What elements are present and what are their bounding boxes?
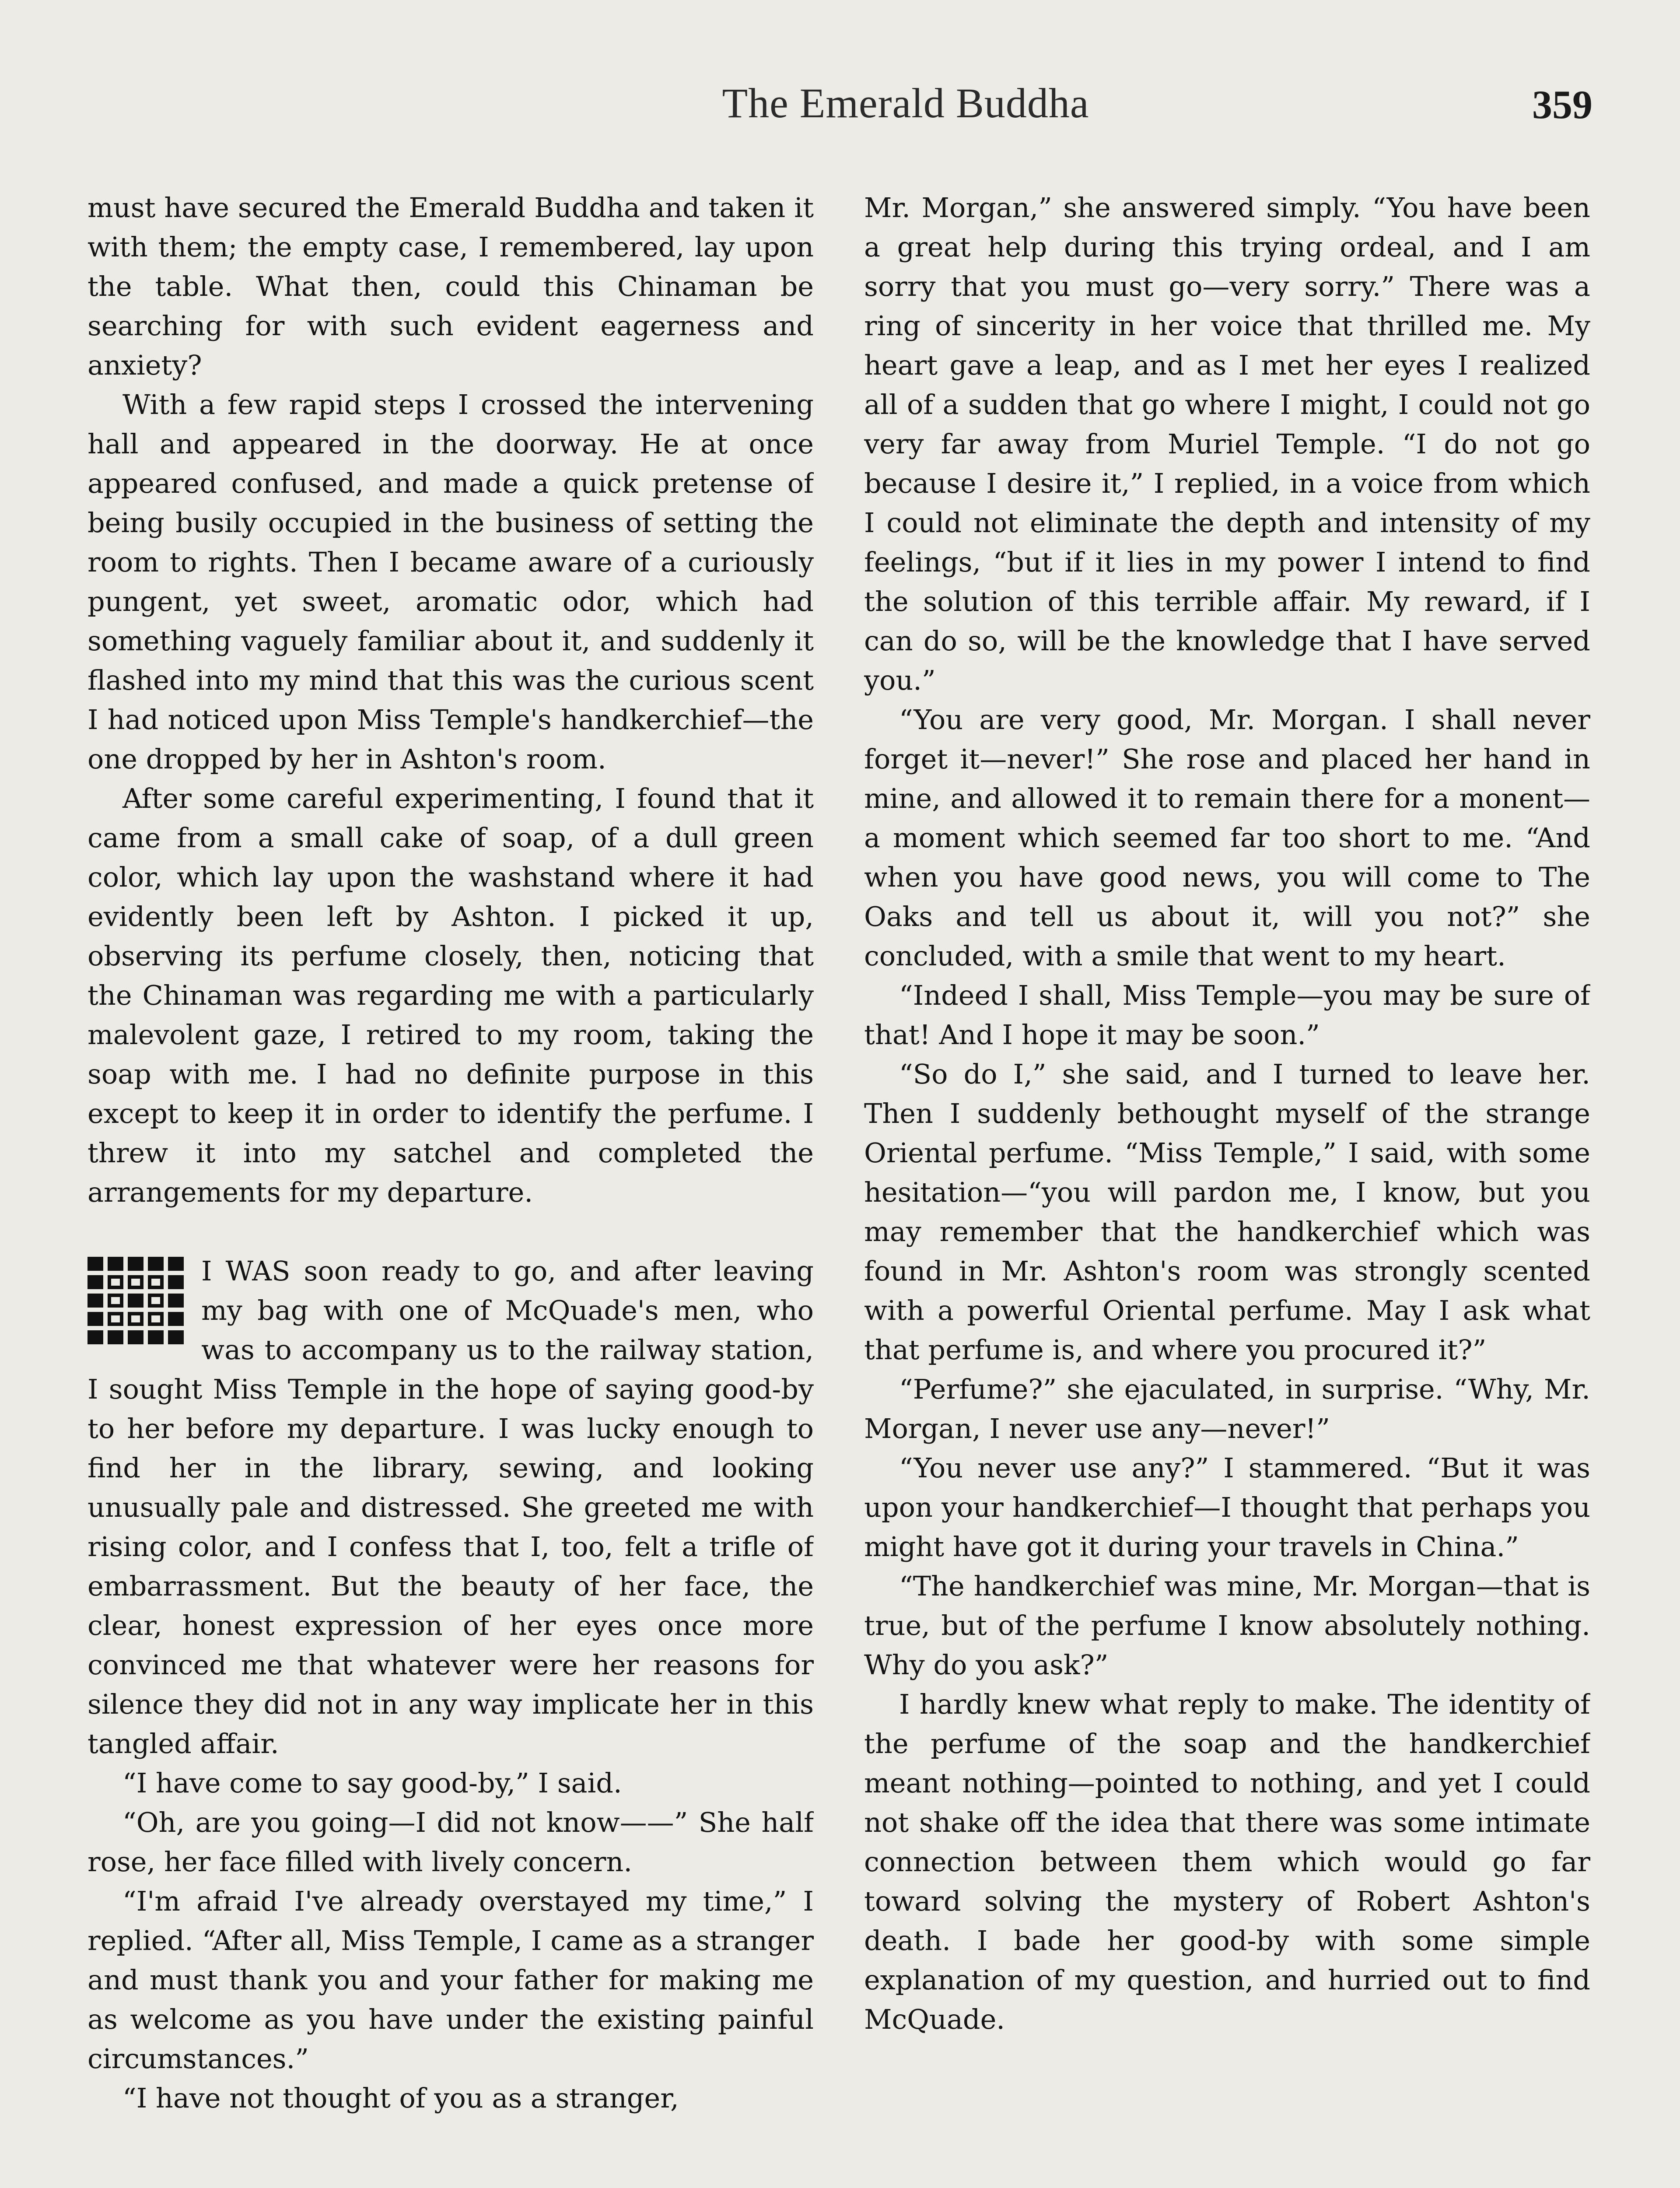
paragraph: “I'm afraid I've already overstayed my time,” I replied. “After all, Miss Temple, I came as a stranger and must thank you and your father for making me as welcome as you have under the existing painful circumstances.” xyxy=(88,1885,814,2075)
paragraph: With a few rapid steps I crossed the intervening hall and appeared in the doorway. He at once appeared confused, and made a quick pretense of being busily occupied in the business of setting the room to rights. Then I became aware of a curiously pungent, yet sweet, aromatic odor, which had something vaguely familiar about it, and suddenly it flashed into my mind that this was the curious scent I had noticed upon Miss Temple's handkerchief—the one dropped by her in Ashton's room. xyxy=(88,389,814,775)
paragraph: After some careful experimenting, I found that it came from a small cake of soap, of a dull green color, which lay upon the washstand where it had evidently been left by Ashton. I picked it up, observing its perfume closely, then, noticing that the Chinaman was regarding me with a particularly malevolent gaze, I retired to my room, taking the soap with me. I had no definite purpose in this except to keep it in order to identify the perfume. I threw it into my satchel and completed the arrangements for my departure. xyxy=(88,782,814,1208)
left-text-column xyxy=(88,188,814,2188)
decorative-initial-ornament xyxy=(88,1257,184,1344)
paragraph: “You are very good, Mr. Morgan. I shall never forget it—never!” She rose and placed her hand in mine, and allowed it to remain there for a monent—a moment which seemed far too short to me. “And when you have good news, you will come to The Oaks and tell us about it, will you not?” she concluded, with a smile that went to my heart. xyxy=(864,704,1590,972)
section-opening-paragraph xyxy=(88,1252,814,1764)
paragraph-text: I WAS soon ready to go, and after leaving my bag with one of McQuade's men, who was to accompany us to the railway station, I sought Miss Temple in the hope of saying good-by to her before my departure. I was lucky enough to find her in the library, sewing, and looking unusually pale and distressed. She greeted me with rising color, and I confess that I, too, felt a trifle of embarrassment. But the beauty of her face, the clear, honest expression of her eyes once more convinced me that whatever were her reasons for silence they did not in any way implicate her in this tangled affair. xyxy=(88,1255,814,1760)
paragraph: “So do I,” she said, and I turned to leave her. Then I suddenly bethought myself of the strange Oriental perfume. “Miss Temple,” I said, with some hesitation—“you will pardon me, I know, but you may remember that the handkerchief which was found in Mr. Ashton's room was strongly scented with a powerful Oriental perfume. May I ask what that perfume is, and where you procured it?” xyxy=(864,1058,1590,1366)
paragraph: “I have not thought of you as a stranger, xyxy=(122,2082,679,2114)
paragraph: “Indeed I shall, Miss Temple—you may be sure of that! And I hope it may be soon.” xyxy=(864,979,1590,1051)
paragraph: “Oh, are you going—I did not know——” She half rose, her face filled with lively concern. xyxy=(88,1806,814,1878)
paragraph: “Perfume?” she ejaculated, in surprise. “Why, Mr. Morgan, I never use any—never!” xyxy=(864,1373,1590,1445)
paragraph: I hardly knew what reply to make. The identity of the perfume of the soap and the handkerchief meant nothing—pointed to nothing, and yet I could not shake off the idea that there was some intimate connection between them which would go far toward solving the mystery of Robert Ashton's death. I bade her good-by with some simple explanation of my question, and hurried out to find McQuade. xyxy=(864,1688,1590,2035)
paragraph: “I have come to say good-by,” I said. xyxy=(122,1767,622,1799)
paragraph: must have secured the Emerald Buddha and taken it with them; the empty case, I remembered, lay upon the table. What then, could this Chinaman be searching for with such evident eagerness and anxiety? xyxy=(88,192,814,381)
page-header xyxy=(88,79,1592,149)
running-title: The Emerald Buddha xyxy=(722,80,1089,126)
section-break xyxy=(88,1212,814,1252)
right-text-column xyxy=(864,188,1590,2188)
page-number: 359 xyxy=(1532,82,1592,127)
paragraph: “You never use any?” I stammered. “But it was upon your handkerchief—I thought that perhaps you might have got it during your travels in China.” xyxy=(864,1452,1590,1563)
paragraph: “The handkerchief was mine, Mr. Morgan—that is true, but of the perfume I know absolutely nothing. Why do you ask?” xyxy=(864,1570,1590,1681)
paragraph: Mr. Morgan,” she answered simply. “You have been a great help during this trying ordeal, and I am sorry that you must go—very sorry.” There was a ring of sincerity in her voice that thrilled me. My heart gave a leap, and as I met her eyes I realized all of a sudden that go where I might, I could not go very far away from Muriel Temple. “I do not go because I desire it,” I replied, in a voice from which I could not eliminate the depth and intensity of my feelings, “but if it lies in my power I intend to find the solution of this terrible affair. My reward, if I can do so, will be the knowledge that I have served you.” xyxy=(864,192,1590,696)
